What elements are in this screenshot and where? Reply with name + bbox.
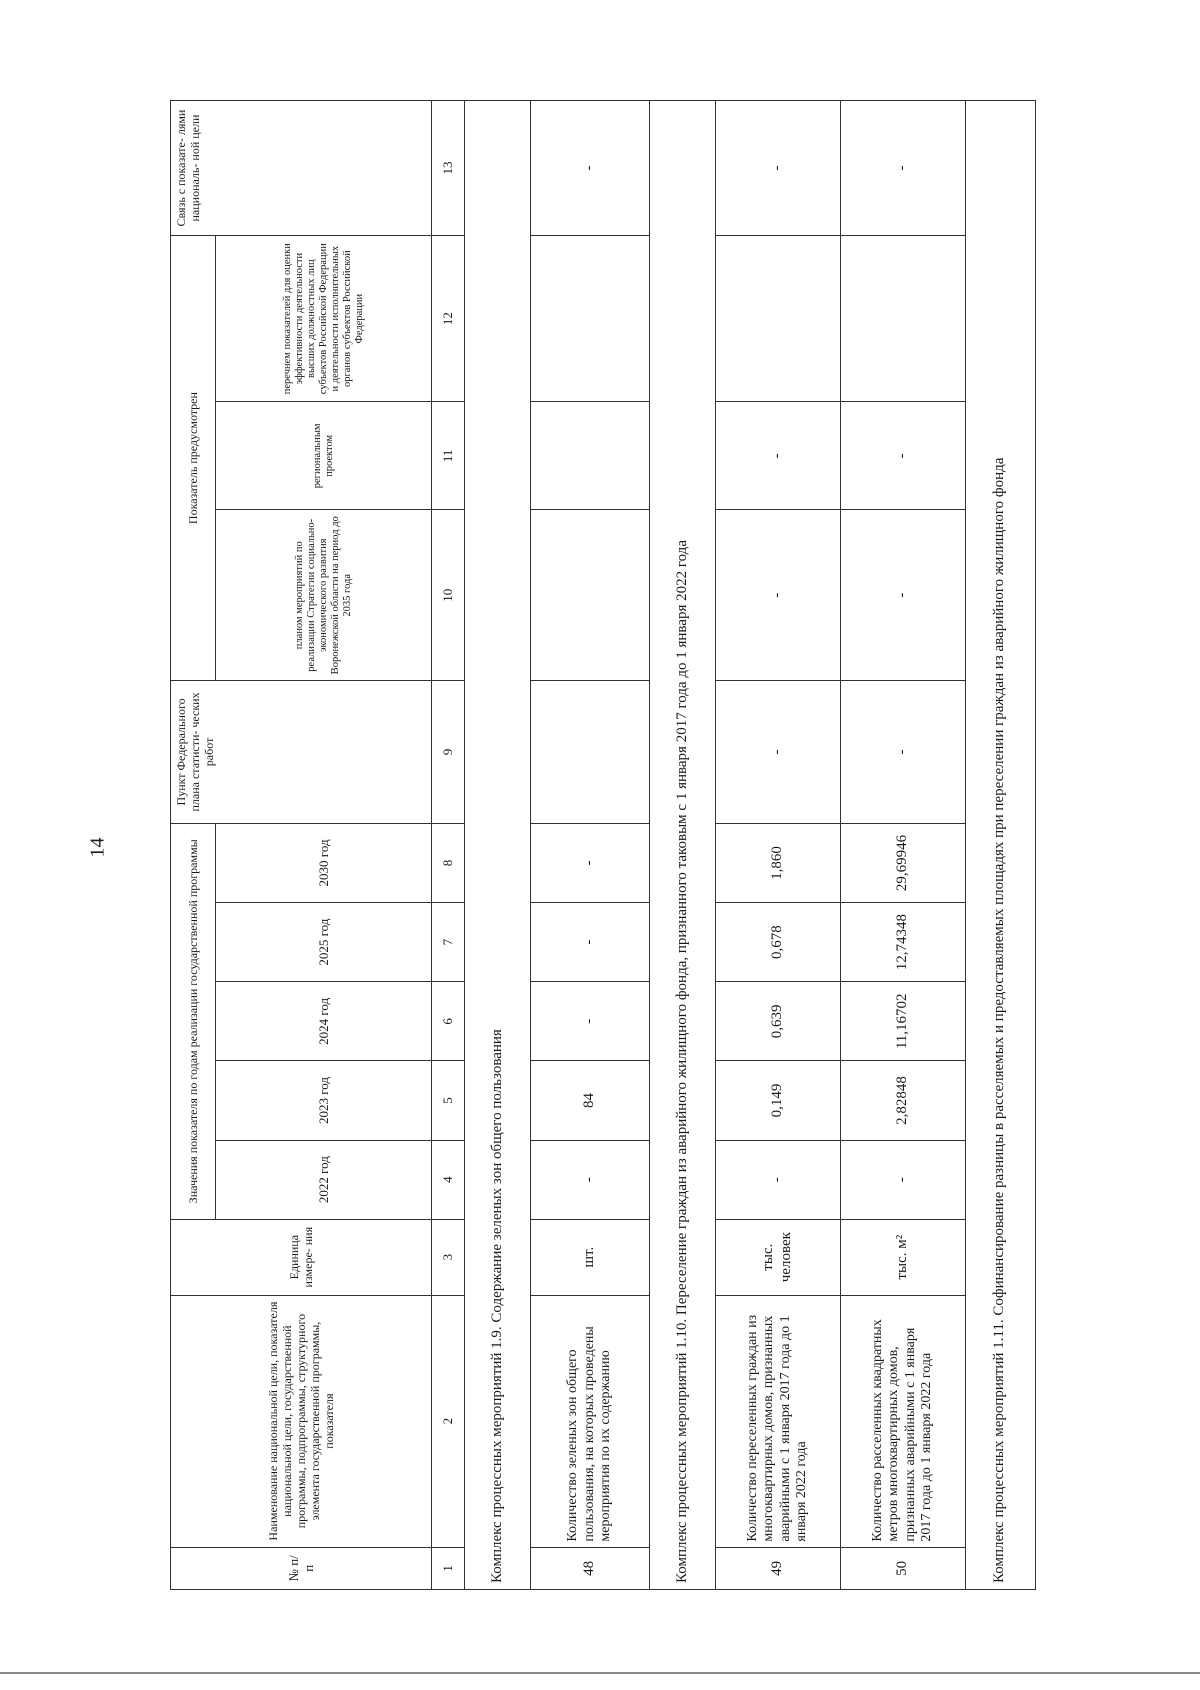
column-number: 3: [432, 1219, 465, 1295]
header-provided-strategy: планом мероприятий по реализации Стратегии социально- экономического развития Воронежской области на период до 2035 года: [216, 510, 432, 681]
row-link: -: [840, 101, 965, 236]
row-unit: шт.: [530, 1219, 649, 1295]
column-number: 11: [432, 402, 465, 510]
row-federal-plan: [530, 681, 649, 824]
header-unit: Единица измере- ния: [171, 1219, 432, 1295]
row-unit: тыс. человек: [715, 1219, 840, 1295]
row-value-2022: -: [715, 1140, 840, 1219]
row-provided-regional: [530, 402, 649, 510]
header-years-group: Значения показателя по годам реализации государственной программы: [171, 823, 216, 1219]
row-provided-regional: -: [715, 402, 840, 510]
row-name: Количество переселенных граждан из многоквартирных домов, признанных аварийными с 1 января 2017 года до 1 января 2022 года: [715, 1295, 840, 1547]
header-link: Связь с показате- лями националь- ной цели: [171, 101, 432, 236]
row-value-2025: 12,74348: [840, 903, 965, 982]
row-num: 50: [840, 1547, 965, 1589]
row-unit: тыс. м²: [840, 1219, 965, 1295]
indicators-table: [170, 100, 1036, 1590]
column-number: 2: [432, 1295, 465, 1547]
row-num: 48: [530, 1547, 649, 1589]
row-provided-strategy: [530, 510, 649, 681]
column-number: 1: [432, 1547, 465, 1589]
row-value-2022: -: [840, 1140, 965, 1219]
row-provided-kpi: [715, 236, 840, 402]
section-title: Комплекс процессных мероприятий 1.10. Переселение граждан из аварийного жилищного фонда, признанного таковым с 1 января 2017 года до 1 января 2022 года: [650, 101, 716, 1590]
row-value-2024: 0,639: [715, 982, 840, 1061]
section-title: Комплекс процессных мероприятий 1.11. Софинансирование разницы в расселяемых и предоставляемых площадях при переселении граждан из аварийного жилищного фонда: [965, 101, 1035, 1590]
header-num: № п/п: [171, 1547, 432, 1589]
row-federal-plan: -: [715, 681, 840, 824]
rotated-table-sheet: [170, 100, 1036, 1590]
header-year-2022: 2022 год: [216, 1140, 432, 1219]
row-value-2024: -: [530, 982, 649, 1061]
column-number: 7: [432, 903, 465, 982]
header-provided-group: Показатель предусмотрен: [171, 236, 216, 681]
row-value-2025: 0,678: [715, 903, 840, 982]
header-provided-regional: региональным проектом: [216, 402, 432, 510]
column-number: 10: [432, 510, 465, 681]
row-provided-strategy: -: [715, 510, 840, 681]
row-link: -: [715, 101, 840, 236]
page-number: 14: [86, 837, 109, 858]
header-federal-plan: Пункт Федерального плана статисти- ческих работ: [171, 681, 432, 824]
column-number: 6: [432, 982, 465, 1061]
header-year-2024: 2024 год: [216, 982, 432, 1061]
row-value-2030: -: [530, 823, 649, 902]
row-name: Количество зеленых зон общего пользования, на которых проведены мероприятия по их содержанию: [530, 1295, 649, 1547]
column-number: 8: [432, 823, 465, 902]
column-number: 12: [432, 236, 465, 402]
row-provided-kpi: [840, 236, 965, 402]
header-provided-kpi-list: перечнем показателей для оценки эффективности деятельности высших должностных лиц субъектов Российской Федерации и деятельности исполнительных органов субъектов Российской Федерации: [216, 236, 432, 402]
row-provided-kpi: [530, 236, 649, 402]
header-year-2030: 2030 год: [216, 823, 432, 902]
row-num: 49: [715, 1547, 840, 1589]
row-value-2030: 1,860: [715, 823, 840, 902]
row-link: -: [530, 101, 649, 236]
row-value-2030: 29,69946: [840, 823, 965, 902]
column-number: 4: [432, 1140, 465, 1219]
column-number: 5: [432, 1061, 465, 1140]
section-title: Комплекс процессных мероприятий 1.9. Содержание зеленых зон общего пользования: [464, 101, 530, 1590]
header-year-2025: 2025 год: [216, 903, 432, 982]
header-year-2023: 2023 год: [216, 1061, 432, 1140]
row-value-2022: -: [530, 1140, 649, 1219]
row-value-2023: 2,82848: [840, 1061, 965, 1140]
header-name: Наименование национальной цели, показателя национальной цели, государственной программы, подпрограммы, структурного элемента государственной программы, показателя: [171, 1295, 432, 1547]
row-value-2024: 11,16702: [840, 982, 965, 1061]
row-provided-strategy: -: [840, 510, 965, 681]
row-value-2023: 0,149: [715, 1061, 840, 1140]
column-number: 9: [432, 681, 465, 824]
row-federal-plan: -: [840, 681, 965, 824]
scan-edge-line: [0, 1672, 1200, 1674]
row-value-2023: 84: [530, 1061, 649, 1140]
row-provided-regional: -: [840, 402, 965, 510]
column-number: 13: [432, 101, 465, 236]
row-name: Количество расселенных квадратных метров многоквартирных домов, признанных аварийными с 1 января 2017 года до 1 января 2022 года: [840, 1295, 965, 1547]
row-value-2025: -: [530, 903, 649, 982]
